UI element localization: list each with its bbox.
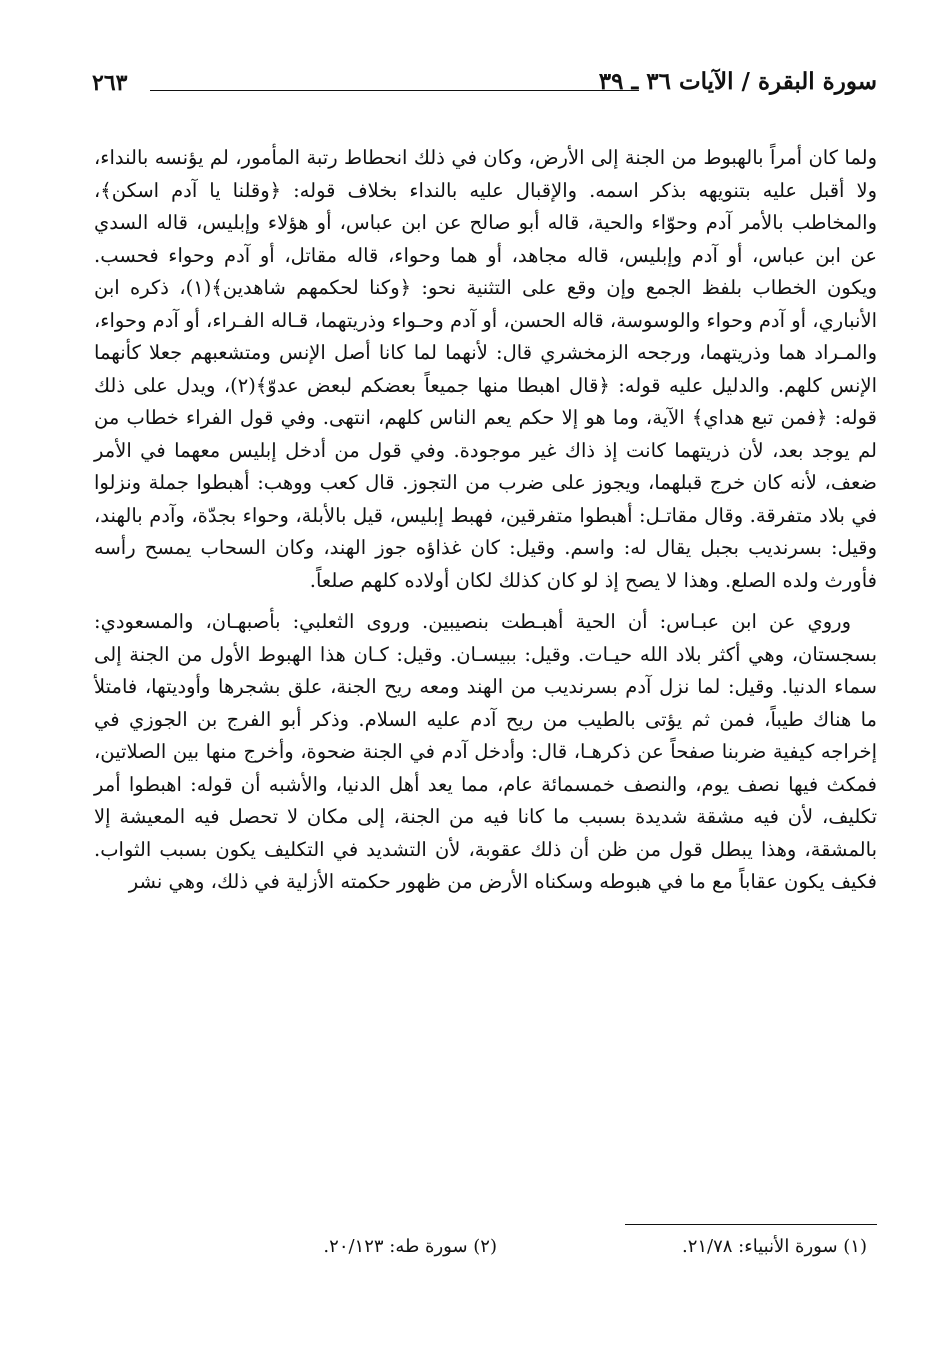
paragraph-2: وروي عن ابن عبـاس: أن الحية أهبـطت بنصيبين. وروى الثعلبي: بأصبهـان، والمسعودي: بسجستان، وهي أكثر بلاد الله حيـات. وقيل: ببيسـان. وقيل: كـان هذا الهبوط الأول من الجنة إلى سماء الدنيا. وقيل: لما نزل آدم بسرنديب من الهند ومعه ريح الجنة، علق بشجرها وأوديتها، فامتلأ ما هناك طيباً، فمن ثم يؤتى بالطيب من ريح آدم عليه السلام. وذكر أبو الفرج بن الجوزي في إخراجه كيفية ضربنا صفحاً عن ذكرهـا، قال: وأدخل آدم في الجنة ضحوة، وأخرج منها بين الصلاتين، فمكث فيها نصف يوم، والنصف خمسمائة عام، مما يعد أهل الدنيا، والأشبه أن قوله: اهبطوا أمر تكليف، لأن فيه مشقة شديدة بسبب ما كانا فيه من الجنة، إلى مكان لا تحصل فيه المعيشة إلا بالمشقة، وهذا يبطل قول من ظن أن ذلك عقوبة، لأن التشديد في التكليف يكون بسبب الثواب. فكيف يكون عقاباً مع ما في هبوطه وسكناه الأرض من ظهور حكمته الأزلية في ذلك، وهي نشر [94, 610, 877, 893]
header-rule [150, 90, 639, 91]
footnote-rule [625, 1224, 877, 1225]
footnote-2: (٢) سورة طه: ٢٠/١٢٣. [323, 1236, 497, 1257]
page-header [92, 66, 877, 106]
footnotes [94, 1236, 877, 1266]
footnote-1: (١) سورة الأنبياء: ٢١/٧٨. [681, 1236, 867, 1257]
surah-title: سورة البقرة / الآيات ٣٦ ـ ٣٩ [598, 68, 877, 95]
body-text [94, 142, 877, 899]
paragraph-1: ولما كان أمراً بالهبوط من الجنة إلى الأرض، وكان في ذلك انحطاط رتبة المأمور، لم يؤنسه بالنداء، ولا أقبل عليه بتنويهه بذكر اسمه. والإقبال عليه بالنداء بخلاف قوله: ﴿وقلنا يا آدم اسكن﴾، والمخاطب بالأمر آدم وحوّاء والحية، قاله أبو صالح عن ابن عباس، أو هؤلاء وإبليس، قاله السدي عن ابن عباس، أو آدم وإبليس، قاله مجاهد، أو هما وحواء، قاله مقاتل، أو آدم وحواء فحسب. ويكون الخطاب بلفظ الجمع وإن وقع على التثنية نحو: ﴿وكنا لحكمهم شاهدين﴾(١)، ذكره ابن الأنباري، أو آدم وحواء والوسوسة، قاله الحسن، أو آدم وحـواء وذريتهما، قـاله الفـراء، أو آدم وحواء، والمـراد هما وذريتهما، ورجحه الزمخشري قال: لأنهما لما كانا أصل الإنس ومتشعبهم جعلا كأنهما الإنس كلهم. والدليل عليه قوله: ﴿قال اهبطا منها جميعاً بعضكم لبعض عدوّ﴾(٢)، ويدل على ذلك قوله: ﴿فمن تبع هداي﴾ الآية، وما هو إلا حكم يعم الناس كلهم، انتهى. وفي قول الفراء خطاب من لم يوجد بعد، لأن ذريتهما كانت إذ ذاك غير موجودة. وفي قول من أدخل إبليس معهما في الأمر ضعف، لأنه كان خرج قبلهما، ويجوز على ضرب من التجوز. قال كعب ووهب: أهبطوا جملة ونزلوا في بلاد متفرقة. وقال مقاتـل: أهبطوا متفرقين، فهبط إبليس، قيل بالأبلة، وحواء بجدّة، وآدم بالهند، وقيل: بسرنديب بجبل يقال له: واسم. وقيل: كان غذاؤه جوز الهند، وكان السحاب يمسح رأسه فأورث ولده الصلع. وهذا لا يصح إذ لو كان كذلك لكان أولاده كلهم صلعاً. [94, 146, 877, 592]
page-number: ٢٦٣ [92, 70, 128, 96]
